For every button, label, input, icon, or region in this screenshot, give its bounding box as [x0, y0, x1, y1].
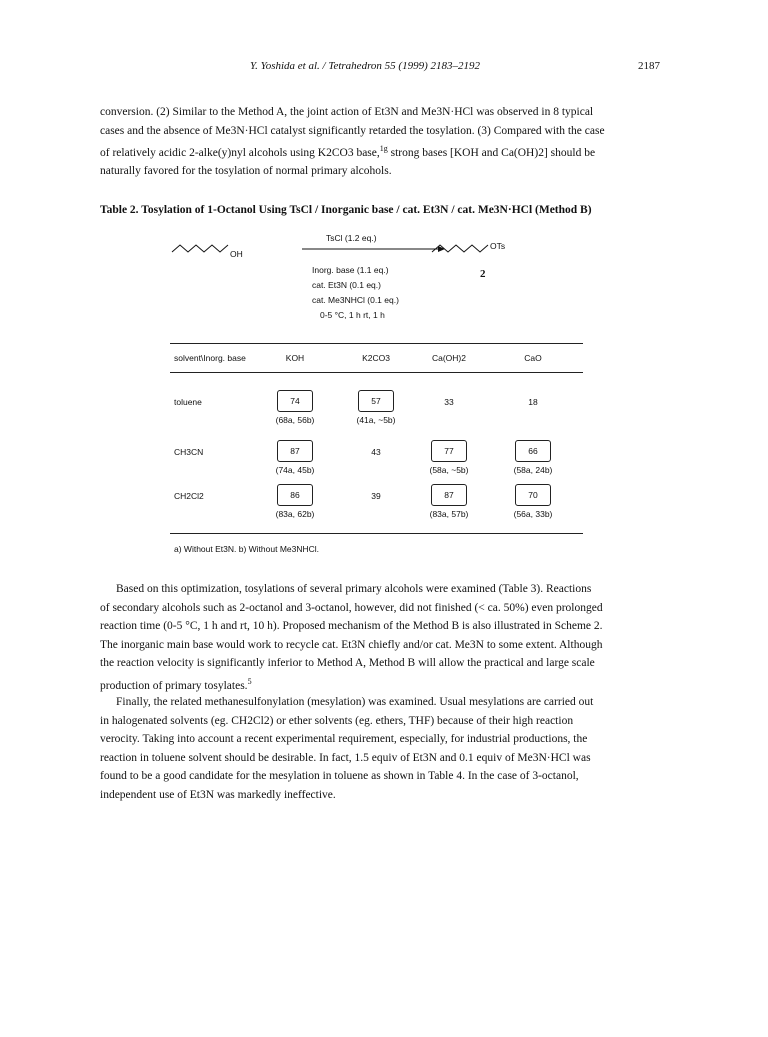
yield-value: 57: [358, 390, 394, 412]
yield-note: (74a, 45b): [275, 465, 315, 475]
reagent-line: Inorg. base (1.1 eq.): [312, 265, 389, 275]
row-solvent: CH3CN: [174, 447, 204, 457]
reagent-conditions: [312, 263, 399, 323]
paragraph-line-text: Finally, the related methanesulfonylation (mesylation) was examined. Usual mesylations are carried out: [116, 696, 594, 708]
header-k2co3: K2CO3: [362, 353, 390, 363]
yield-cell: [255, 484, 335, 519]
yield-cell: [409, 440, 489, 475]
octanol-chain: [172, 245, 228, 252]
citation-ref: 5: [247, 676, 252, 686]
running-title: Y. Yoshida et al. / Tetrahedron 55 (1999) 2183–2192: [250, 60, 481, 72]
paragraph-line: The inorganic main base would work to recycle cat. Et3N chiefly and/or cat. Me3N to some extent. Although: [100, 638, 603, 651]
intro-line: cases and the absence of Me3N·HCl catalyst significantly retarded the tosylation. (3) Compared with the case: [100, 124, 605, 137]
intro-paragraph: [100, 103, 660, 181]
yield-cell: [255, 440, 335, 475]
yield-value: 18: [528, 397, 538, 407]
yield-cell: [255, 390, 335, 425]
yield-note: (58a, ~5b): [429, 465, 469, 475]
intro-line: naturally favored for the tosylation of normal primary alcohols.: [100, 165, 392, 178]
yield-cell: [493, 397, 573, 407]
yield-value: 74: [277, 390, 313, 412]
yield-value: 43: [371, 447, 381, 457]
paragraph-line: [100, 693, 660, 712]
paragraph-line: independent use of Et3N was markedly ineffective.: [100, 788, 336, 801]
intro-line: [100, 140, 660, 162]
paragraph-line: of secondary alcohols such as 2-octanol and 3-octanol, however, did not finished (< ca. 50%) even prolonged: [100, 601, 603, 614]
yield-cell: [493, 484, 573, 519]
citation-ref: 1g: [379, 144, 388, 153]
yield-value: 33: [444, 397, 454, 407]
yield-cell: [409, 397, 489, 407]
yield-cell: [409, 484, 489, 519]
yield-note: (83a, 57b): [429, 509, 469, 519]
table-footnote: a) Without Et3N. b) Without Me3NHCl.: [174, 544, 320, 554]
table-top-rule: [170, 343, 583, 344]
header-corner: solvent\Inorg. base: [174, 353, 246, 363]
reaction-scheme: [170, 225, 590, 335]
header-cao: CaO: [524, 353, 542, 363]
intro-line: conversion. (2) Similar to the Method A, the joint action of Et3N and Me3N·HCl was observed in 8 typical: [100, 106, 594, 118]
body-paragraph: [100, 580, 660, 695]
reagent-line: 0-5 °C, 1 h rt, 1 h: [320, 310, 385, 320]
reagent-line: cat. Et3N (0.1 eq.): [312, 280, 381, 290]
paragraph-line: [100, 580, 660, 599]
intro-line-text: of relatively acidic 2-alke(y)nyl alcohols using K2CO3 base,: [100, 146, 380, 159]
yield-note: (41a, ~5b): [356, 415, 396, 425]
page-number: 2187: [638, 60, 660, 72]
yield-cell: [336, 447, 416, 457]
header-koh: KOH: [285, 353, 305, 363]
yield-cell: [336, 390, 416, 425]
yield-note: (68a, 56b): [275, 415, 315, 425]
paragraph-line: [100, 673, 660, 695]
paragraph-line: found to be a good candidate for the mesylation in toluene as shown in Table 4. In the case of 3-octanol,: [100, 770, 579, 782]
yield-value: 87: [277, 440, 313, 462]
yield-value: 86: [277, 484, 313, 506]
paragraph-line: verocity. Taking into account a recent experimental requirement, especially, for industrial productions, the: [100, 733, 588, 745]
row-solvent: CH2Cl2: [174, 491, 204, 501]
table-bottom-rule: [170, 533, 583, 534]
yield-note: (58a, 24b): [513, 465, 553, 475]
paragraph-line: reaction in toluene solvent should be desirable. In fact, 1.5 equiv of Et3N and 0.1 equiv of Me3N·HCl was: [100, 751, 591, 764]
yield-value: 66: [515, 440, 551, 462]
paragraph-line-text: Based on this optimization, tosylations of several primary alcohols were examined (Table 3). Reactions: [116, 583, 592, 595]
reagent-line: cat. Me3NHCl (0.1 eq.): [312, 295, 399, 305]
paragraph-line: the reaction velocity is significantly inferior to Method A, Method B will allow the practical and large scale: [100, 657, 595, 669]
paragraph-line: in halogenated solvents (eg. CH2Cl2) or ether solvents (eg. ethers, THF) because of their high reaction: [100, 714, 574, 727]
paragraph-line-text: production of primary tosylates.: [100, 679, 248, 692]
paragraph-line: reaction time (0-5 °C, 1 h and rt, 10 h). Proposed mechanism of the Method B is also illustrated in Scheme 2.: [100, 620, 603, 632]
table-header-rule: [170, 372, 583, 373]
header-caoh2: Ca(OH)2: [431, 353, 466, 363]
yield-cell: [493, 440, 573, 475]
hydroxyl-label: OH: [230, 249, 243, 259]
row-solvent: toluene: [174, 397, 202, 407]
yield-value: 87: [431, 484, 467, 506]
body-paragraph: [100, 693, 660, 804]
yield-value: 70: [515, 484, 551, 506]
tosyl-label: OTs: [490, 241, 506, 251]
table-caption: Table 2. Tosylation of 1-Octanol Using TsCl / Inorganic base / cat. Et3N / cat. Me3N·HCl (Method B): [100, 204, 592, 216]
yield-note: (83a, 62b): [275, 509, 315, 519]
yield-cell: [336, 491, 416, 501]
yield-value: 77: [431, 440, 467, 462]
reagent-tscl: TsCl (1.2 eq.): [326, 233, 377, 243]
yield-note: (56a, 33b): [513, 509, 553, 519]
intro-line-tail: strong bases [KOH and Ca(OH)2] should be: [387, 146, 596, 159]
yield-value: 39: [371, 491, 381, 501]
compound-number: 2: [480, 268, 486, 280]
